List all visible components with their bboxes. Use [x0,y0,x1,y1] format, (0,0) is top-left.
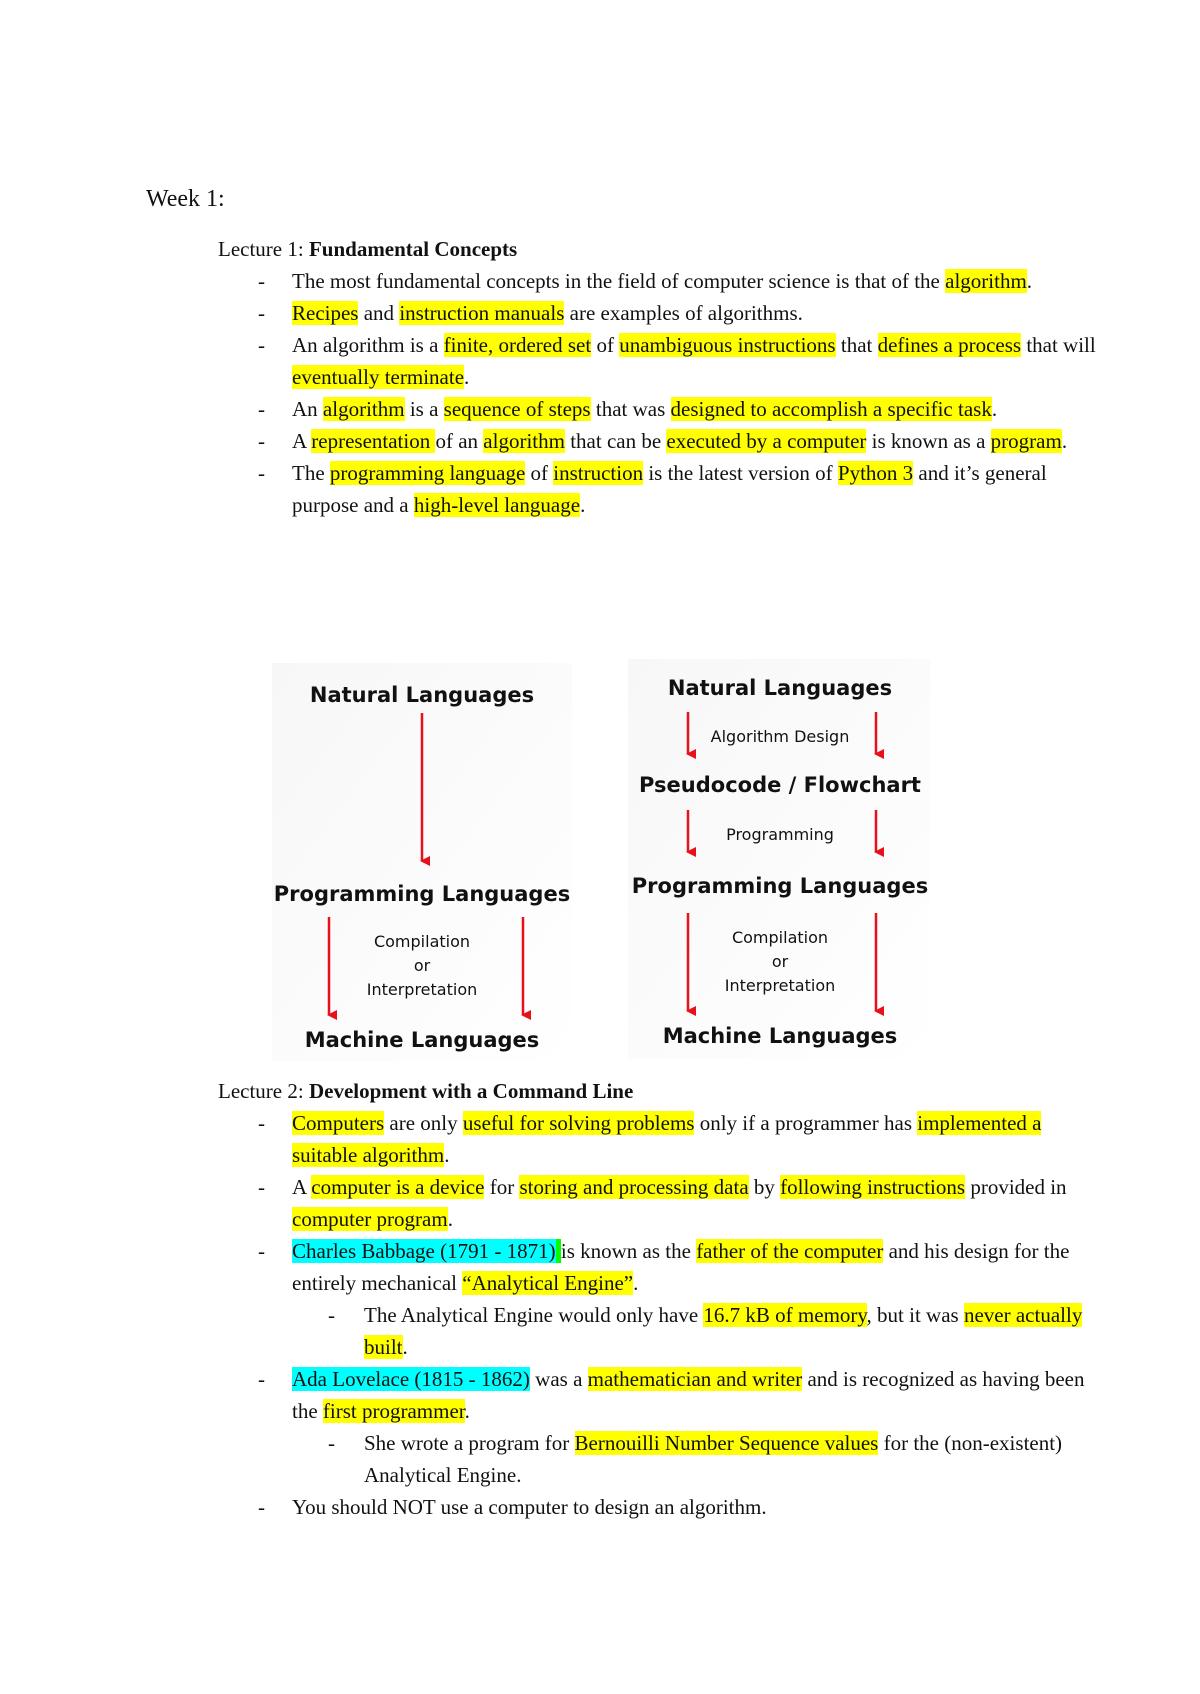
text-run: and it’s general purpose and a [292,461,1047,517]
highlighted-text: algorithm [322,397,405,421]
text-run: . [444,1143,450,1167]
right-programming-languages: Programming Languages [631,874,929,898]
list-item [218,329,1098,393]
highlighted-text: first programmer [322,1399,465,1423]
text-run: that was [590,397,671,421]
text-run: for [484,1175,520,1199]
bullet-dash: - [258,301,265,325]
text-run: . [1061,429,1068,453]
list-item [218,297,1098,329]
text-run: , but it was [866,1303,964,1327]
left-machine-languages: Machine Languages [304,1028,540,1052]
highlighted-text: algorithm [483,429,565,453]
language-levels-diagram [268,655,948,1063]
highlighted-text: computer is a device [311,1175,485,1199]
bullet-dash: - [258,1367,265,1391]
highlighted-text: useful for solving problems [462,1111,695,1135]
text-run: provided in [965,1175,1067,1199]
highlighted-text: Computers [292,1111,385,1135]
highlighted-text: instruction manuals [399,301,565,325]
highlighted-text: never actually built [364,1303,1083,1359]
highlighted-text: program [990,429,1062,453]
list-item [218,1171,1098,1235]
list-item [218,1491,1098,1523]
text-run: . [402,1335,408,1359]
sub-list-item [218,1299,1098,1363]
highlighted-text: 16.7 kB of memory [703,1303,867,1327]
right-step-algorithm-design: Algorithm Design [710,727,850,746]
diagram-right-panel [628,659,930,1059]
list-item [218,457,1098,521]
highlighted-name: Charles Babbage (1791 - 1871) [292,1239,556,1263]
highlighted-text: algorithm [945,269,1027,293]
highlighted-text: representation [311,429,436,453]
text-run: that [835,333,878,357]
text-run: An [292,397,323,421]
text-run: by [748,1175,781,1199]
lecture-1-bullet-list [218,265,1098,521]
highlighted-text: Bernouilli Number Sequence values [574,1431,879,1455]
bullet-dash: - [258,269,265,293]
text-run: of an [435,429,484,453]
text-run: The most fundamental concepts in the field of computer science is that of the [292,269,946,293]
bullet-dash: - [258,1111,265,1135]
text-run: A [292,1175,312,1199]
highlighted-text: computer program [292,1207,448,1231]
highlighted-text: storing and processing data [519,1175,749,1199]
text-run: for the (non-existent) Analytical Engine. [364,1431,1063,1487]
lecture-2-prefix: Lecture 2: [218,1079,309,1103]
highlighted-text: following instructions [780,1175,966,1199]
left-programming-languages: Programming Languages [273,882,571,906]
list-item [218,1235,1098,1299]
text-run: of [591,333,620,357]
list-item [218,1107,1098,1171]
text-run: . [464,1399,470,1423]
text-run: that will [1021,333,1096,357]
right-machine-languages: Machine Languages [662,1024,898,1048]
bullet-dash: - [258,429,265,453]
text-run: of [525,461,554,485]
highlighted-text: defines a process [877,333,1022,357]
text-run: . [464,365,470,389]
list-item [218,265,1098,297]
text-run: . [447,1207,453,1231]
right-step-interpretation: Interpretation [724,976,836,995]
text-run: She wrote a program for [364,1431,575,1455]
diagram-left-panel [272,663,572,1061]
highlighted-text: sequence of steps [443,397,591,421]
text-run: An algorithm is a [292,333,444,357]
highlighted-text: Python 3 [837,461,914,485]
bullet-dash: - [328,1303,335,1327]
text-run: is the latest version of [643,461,838,485]
lecture-2-bullet-list [218,1107,1098,1523]
text-run: . [1026,269,1033,293]
highlighted-text: finite, ordered set [443,333,592,357]
highlighted-text: father of the computer [696,1239,884,1263]
highlighted-text: programming language [329,461,526,485]
list-item [218,1363,1098,1427]
lecture-2-title: Development with a Command Line [308,1079,634,1103]
text-run: are examples of algorithms. [564,301,803,325]
right-natural-languages: Natural Languages [667,676,893,700]
text-run: are only [384,1111,463,1135]
right-step-programming: Programming [726,825,834,844]
bullet-dash: - [258,461,265,485]
bullet-dash: - [258,1239,265,1263]
highlighted-text: eventually terminate [292,365,465,389]
text-run: and [358,301,400,325]
list-item [218,393,1098,425]
bullet-dash: - [258,1495,265,1519]
text-run: is a [404,397,444,421]
highlighted-text: “Analytical Engine” [462,1271,634,1295]
text-run: is known as the [560,1239,697,1263]
highlighted-text: designed to accomplish a specific task [670,397,992,421]
text-run: and his design for the entirely mechanical [292,1239,1070,1295]
highlighted-text: high-level language [413,493,581,517]
text-run: that can be [564,429,667,453]
highlighted-text: executed by a computer [666,429,867,453]
highlighted-text: instruction [553,461,644,485]
highlighted-text: mathematician and writer [587,1367,803,1391]
week-heading: Week 1: [146,186,225,212]
text-run: You should NOT use a computer to design an algorithm. [292,1495,767,1519]
list-item [218,425,1098,457]
text-run: . [580,493,586,517]
text-run: and is recognized as having been the [292,1367,1085,1423]
right-pseudocode-flowchart: Pseudocode / Flowchart [639,773,921,797]
bullet-dash: - [328,1431,335,1455]
right-step-compilation: Compilation [731,928,829,947]
text-run: The [292,461,330,485]
text-run: The Analytical Engine would only have [364,1303,704,1327]
sub-list-item [218,1427,1098,1491]
text-run: . [633,1271,639,1295]
right-step-or: or [771,952,789,971]
lecture-1-title: Fundamental Concepts [308,237,518,261]
highlighted-text: Recipes [292,301,359,325]
bullet-dash: - [258,1175,265,1199]
text-run: is known as a [866,429,991,453]
text-run: only if a programmer has [694,1111,918,1135]
left-step-or: or [413,956,431,975]
left-step-interpretation: Interpretation [366,980,478,999]
left-step-compilation: Compilation [373,932,471,951]
lecture-1-heading [218,233,517,265]
bullet-dash: - [258,397,265,421]
text-run: . [991,397,998,421]
highlighted-name: Ada Lovelace (1815 - 1862) [292,1367,530,1391]
lecture-2-heading [218,1075,633,1107]
lecture-1-prefix: Lecture 1: [218,237,309,261]
bullet-dash: - [258,333,265,357]
text-run: was a [529,1367,588,1391]
highlighted-text: implemented a suitable algorithm [292,1111,1042,1167]
left-natural-languages: Natural Languages [309,683,535,707]
highlighted-text: unambiguous instructions [619,333,836,357]
text-run: A [292,429,312,453]
